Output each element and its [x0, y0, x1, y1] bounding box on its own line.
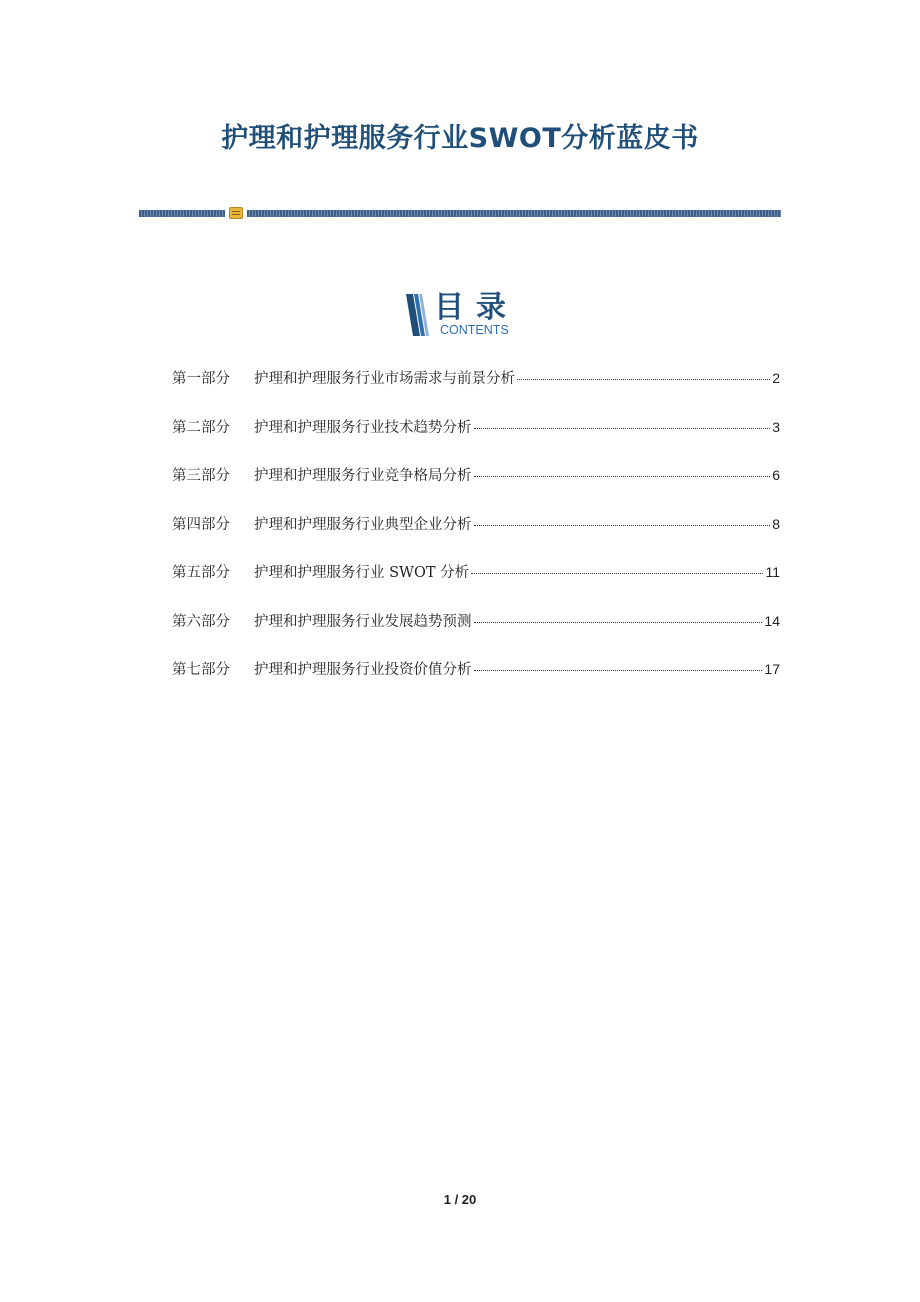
toc-item[interactable] — [172, 657, 780, 706]
page-indicator: 1 / 20 — [443, 1192, 477, 1207]
toc-name: 护理和护理服务行业竞争格局分析 — [254, 468, 472, 484]
toc-item[interactable] — [172, 463, 780, 512]
toc-page-number: 8 — [772, 515, 780, 532]
toc-page-number: 3 — [772, 418, 780, 435]
toc-leader-dots — [474, 614, 763, 623]
toc-leader-dots — [474, 468, 771, 477]
toc-page-number: 6 — [772, 467, 780, 483]
toc-item[interactable] — [172, 415, 780, 464]
document-badge-icon — [229, 207, 243, 219]
toc-name: 护理和护理服务行业典型企业分析 — [254, 516, 472, 533]
contents-heading-en: CONTENTS — [440, 323, 509, 337]
toc-leader-dots — [474, 420, 771, 429]
toc-name: 护理和护理服务行业 SWOT 分析 — [254, 565, 470, 581]
document-title: 护理和护理服务行业SWOT分析蓝皮书 — [221, 123, 699, 154]
toc-leader-dots — [471, 565, 763, 574]
contents-heading — [404, 290, 534, 340]
slash-stripes-icon — [404, 294, 430, 338]
toc-part: 第四部分 — [172, 516, 230, 533]
table-of-contents — [172, 366, 780, 706]
toc-name: 护理和护理服务行业技术趋势分析 — [254, 419, 472, 436]
toc-page-number: 17 — [764, 661, 780, 677]
contents-heading-zh: 目录 — [434, 290, 518, 325]
title-divider — [139, 207, 781, 219]
toc-leader-dots — [474, 662, 763, 671]
toc-part: 第六部分 — [172, 613, 230, 630]
toc-name: 护理和护理服务行业市场需求与前景分析 — [254, 371, 515, 387]
toc-part: 第二部分 — [172, 419, 230, 436]
divider-bar-right — [247, 210, 781, 217]
toc-part: 第一部分 — [172, 371, 230, 387]
toc-item[interactable] — [172, 609, 780, 658]
toc-leader-dots — [517, 371, 770, 380]
toc-item[interactable] — [172, 512, 780, 561]
toc-part: 第五部分 — [172, 565, 230, 581]
toc-item[interactable] — [172, 560, 780, 609]
toc-page-number: 2 — [772, 370, 780, 386]
toc-name: 护理和护理服务行业发展趋势预测 — [254, 613, 472, 630]
toc-part: 第七部分 — [172, 662, 230, 678]
toc-page-number: 14 — [764, 612, 780, 629]
toc-leader-dots — [474, 517, 771, 526]
toc-name: 护理和护理服务行业投资价值分析 — [254, 662, 472, 678]
toc-item[interactable] — [172, 366, 780, 415]
divider-bar-left — [139, 210, 225, 217]
toc-part: 第三部分 — [172, 468, 230, 484]
toc-page-number: 11 — [765, 564, 780, 580]
